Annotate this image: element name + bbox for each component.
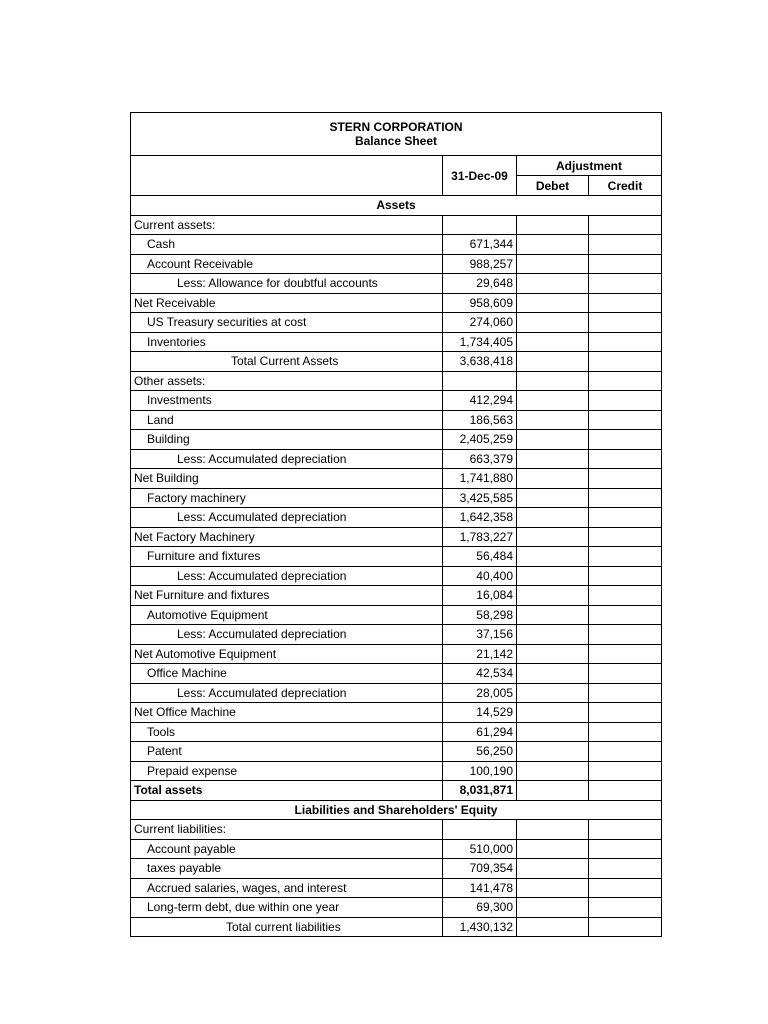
table-row: [131, 664, 662, 684]
credit-cell: [589, 469, 662, 489]
row-value: 141,478: [443, 878, 517, 898]
table-row: [131, 742, 662, 762]
row-label: Net Office Machine: [131, 703, 443, 723]
credit-cell: [589, 410, 662, 430]
debet-cell: [517, 293, 589, 313]
title-cell: [131, 113, 662, 156]
credit-cell: [589, 781, 662, 801]
credit-cell: [589, 605, 662, 625]
credit-cell: [589, 508, 662, 528]
debet-cell: [517, 410, 589, 430]
table-row: [131, 566, 662, 586]
debet-cell: [517, 254, 589, 274]
debet-cell: [517, 703, 589, 723]
table-row: [131, 313, 662, 333]
company-name: STERN CORPORATION: [329, 120, 463, 134]
debet-cell: [517, 274, 589, 294]
table-row: [131, 410, 662, 430]
table-row: [131, 235, 662, 255]
table-row: [131, 781, 662, 801]
credit-cell: [589, 332, 662, 352]
table-row: [131, 352, 662, 372]
row-label: Other assets:: [131, 371, 443, 391]
table-row: [131, 722, 662, 742]
debet-cell: [517, 332, 589, 352]
row-value: 42,534: [443, 664, 517, 684]
row-value: 186,563: [443, 410, 517, 430]
credit-cell: [589, 449, 662, 469]
row-label: Office Machine: [131, 664, 443, 684]
table-row: [131, 254, 662, 274]
credit-cell: [589, 820, 662, 840]
row-label: Current assets:: [131, 215, 443, 235]
credit-cell: [589, 215, 662, 235]
table-row: [131, 547, 662, 567]
table-row: [131, 917, 662, 937]
row-label: Less: Accumulated depreciation: [131, 625, 443, 645]
row-label: Less: Accumulated depreciation: [131, 683, 443, 703]
credit-cell: [589, 547, 662, 567]
credit-cell: [589, 683, 662, 703]
table-row: [131, 586, 662, 606]
row-label: Net Building: [131, 469, 443, 489]
table-row: [131, 820, 662, 840]
row-value: 16,084: [443, 586, 517, 606]
row-value: 663,379: [443, 449, 517, 469]
debet-cell: [517, 527, 589, 547]
table-row: [131, 508, 662, 528]
row-label: Net Automotive Equipment: [131, 644, 443, 664]
credit-cell: [589, 761, 662, 781]
credit-cell: [589, 859, 662, 879]
debet-cell: [517, 722, 589, 742]
liabilities-section-label: Liabilities and Shareholders' Equity: [131, 800, 662, 820]
row-value: 510,000: [443, 839, 517, 859]
credit-cell: [589, 625, 662, 645]
debet-cell: [517, 469, 589, 489]
row-label: Long-term debt, due within one year: [131, 898, 443, 918]
credit-cell: [589, 235, 662, 255]
credit-cell: [589, 703, 662, 723]
table-row: [131, 898, 662, 918]
debet-cell: [517, 761, 589, 781]
debet-cell: [517, 859, 589, 879]
row-label: Less: Accumulated depreciation: [131, 449, 443, 469]
balance-sheet-table: [130, 112, 662, 937]
table-row: [131, 605, 662, 625]
table-row: [131, 274, 662, 294]
table-row: [131, 644, 662, 664]
table-row: [131, 430, 662, 450]
table-row: [131, 761, 662, 781]
credit-cell: [589, 664, 662, 684]
row-value: 3,638,418: [443, 352, 517, 372]
row-value: 1,734,405: [443, 332, 517, 352]
table-row: [131, 293, 662, 313]
table-row: [131, 683, 662, 703]
credit-header: Credit: [589, 176, 662, 196]
table-row: [131, 527, 662, 547]
row-value: 61,294: [443, 722, 517, 742]
row-value: 21,142: [443, 644, 517, 664]
debet-cell: [517, 215, 589, 235]
credit-cell: [589, 352, 662, 372]
row-value: 671,344: [443, 235, 517, 255]
table-row: [131, 332, 662, 352]
debet-cell: [517, 839, 589, 859]
debet-cell: [517, 820, 589, 840]
table-row: [131, 703, 662, 723]
table-row: [131, 469, 662, 489]
table-row: [131, 839, 662, 859]
credit-cell: [589, 722, 662, 742]
row-label: Net Furniture and fixtures: [131, 586, 443, 606]
debet-cell: [517, 742, 589, 762]
table-row: [131, 878, 662, 898]
row-value: 958,609: [443, 293, 517, 313]
row-label: taxes payable: [131, 859, 443, 879]
row-label: Total Current Assets: [131, 352, 443, 372]
table-row: [131, 215, 662, 235]
row-value: 14,529: [443, 703, 517, 723]
row-label: Tools: [131, 722, 443, 742]
debet-cell: [517, 313, 589, 333]
debet-cell: [517, 508, 589, 528]
row-value: 56,250: [443, 742, 517, 762]
assets-section-label: Assets: [131, 196, 662, 216]
debet-cell: [517, 371, 589, 391]
debet-cell: [517, 605, 589, 625]
row-value: 709,354: [443, 859, 517, 879]
row-label: Account payable: [131, 839, 443, 859]
row-label: Net Factory Machinery: [131, 527, 443, 547]
debet-cell: [517, 430, 589, 450]
row-label: Patent: [131, 742, 443, 762]
debet-cell: [517, 644, 589, 664]
credit-cell: [589, 586, 662, 606]
table-row: [131, 371, 662, 391]
row-label: Total current liabilities: [131, 917, 443, 937]
row-label: Total assets: [131, 781, 443, 801]
row-label: Less: Allowance for doubtful accounts: [131, 274, 443, 294]
debet-cell: [517, 449, 589, 469]
debet-cell: [517, 625, 589, 645]
debet-cell: [517, 391, 589, 411]
credit-cell: [589, 839, 662, 859]
row-label: US Treasury securities at cost: [131, 313, 443, 333]
credit-cell: [589, 293, 662, 313]
row-label: Investments: [131, 391, 443, 411]
row-value: 28,005: [443, 683, 517, 703]
credit-cell: [589, 488, 662, 508]
debet-cell: [517, 547, 589, 567]
debet-cell: [517, 781, 589, 801]
row-label: Current liabilities:: [131, 820, 443, 840]
row-value: 1,430,132: [443, 917, 517, 937]
debet-cell: [517, 488, 589, 508]
row-label: Prepaid expense: [131, 761, 443, 781]
row-value: 1,642,358: [443, 508, 517, 528]
row-label: Less: Accumulated depreciation: [131, 508, 443, 528]
header-row-1: [131, 156, 662, 176]
debet-cell: [517, 235, 589, 255]
row-label: Inventories: [131, 332, 443, 352]
credit-cell: [589, 391, 662, 411]
row-label: Factory machinery: [131, 488, 443, 508]
row-value: 2,405,259: [443, 430, 517, 450]
row-label: Accrued salaries, wages, and interest: [131, 878, 443, 898]
credit-cell: [589, 917, 662, 937]
adjustment-header: Adjustment: [517, 156, 662, 176]
liabilities-section-row: [131, 800, 662, 820]
credit-cell: [589, 644, 662, 664]
row-label: Cash: [131, 235, 443, 255]
row-label: Furniture and fixtures: [131, 547, 443, 567]
row-value: 274,060: [443, 313, 517, 333]
credit-cell: [589, 898, 662, 918]
row-label: Net Receivable: [131, 293, 443, 313]
credit-cell: [589, 254, 662, 274]
row-value: 8,031,871: [443, 781, 517, 801]
assets-section-row: [131, 196, 662, 216]
row-label: Account Receivable: [131, 254, 443, 274]
header-blank-cell: [131, 156, 443, 196]
credit-cell: [589, 566, 662, 586]
row-value: 1,783,227: [443, 527, 517, 547]
debet-cell: [517, 917, 589, 937]
table-row: [131, 391, 662, 411]
debet-cell: [517, 664, 589, 684]
row-value: 29,648: [443, 274, 517, 294]
row-value: [443, 215, 517, 235]
row-value: [443, 371, 517, 391]
credit-cell: [589, 527, 662, 547]
table-row: [131, 449, 662, 469]
date-column-header: 31-Dec-09: [443, 156, 517, 196]
row-value: 3,425,585: [443, 488, 517, 508]
credit-cell: [589, 742, 662, 762]
table-row: [131, 625, 662, 645]
table-row: [131, 488, 662, 508]
row-label: Building: [131, 430, 443, 450]
debet-cell: [517, 352, 589, 372]
credit-cell: [589, 430, 662, 450]
debet-cell: [517, 586, 589, 606]
row-value: 58,298: [443, 605, 517, 625]
debet-header: Debet: [517, 176, 589, 196]
row-value: 100,190: [443, 761, 517, 781]
row-value: 40,400: [443, 566, 517, 586]
sheet-title: Balance Sheet: [354, 134, 438, 148]
row-label: Less: Accumulated depreciation: [131, 566, 443, 586]
debet-cell: [517, 878, 589, 898]
row-value: 412,294: [443, 391, 517, 411]
row-value: 56,484: [443, 547, 517, 567]
row-value: [443, 820, 517, 840]
row-value: 1,741,880: [443, 469, 517, 489]
row-value: 69,300: [443, 898, 517, 918]
credit-cell: [589, 274, 662, 294]
credit-cell: [589, 371, 662, 391]
row-label: Automotive Equipment: [131, 605, 443, 625]
row-value: 37,156: [443, 625, 517, 645]
debet-cell: [517, 683, 589, 703]
credit-cell: [589, 878, 662, 898]
debet-cell: [517, 566, 589, 586]
debet-cell: [517, 898, 589, 918]
credit-cell: [589, 313, 662, 333]
row-value: 988,257: [443, 254, 517, 274]
table-row: [131, 859, 662, 879]
title-row: [131, 113, 662, 156]
row-label: Land: [131, 410, 443, 430]
